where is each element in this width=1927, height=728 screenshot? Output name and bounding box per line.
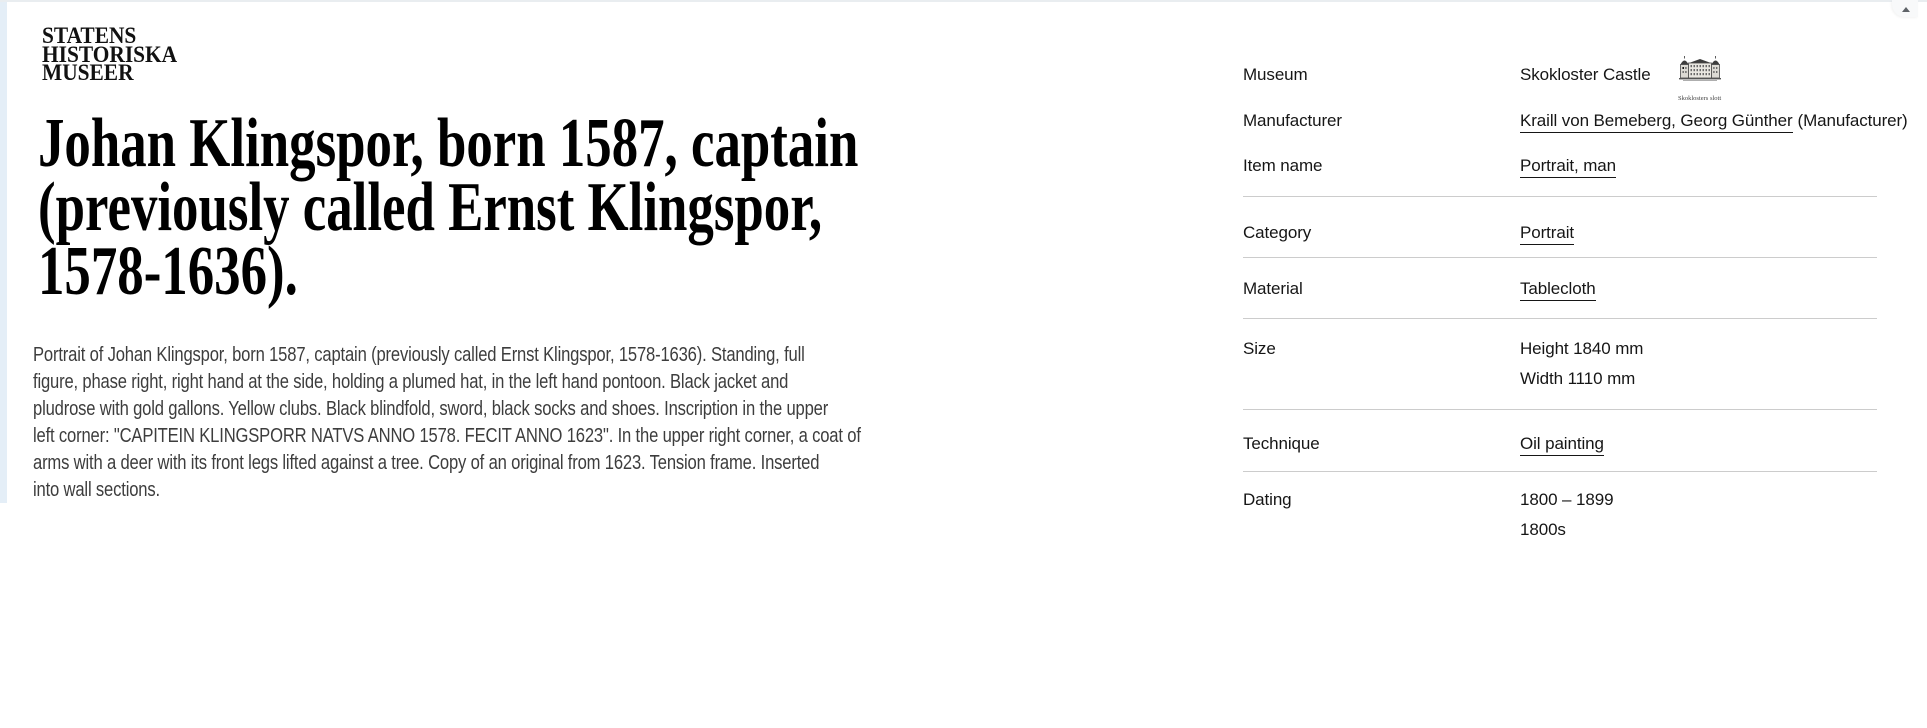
value-suffix-manufacturer: (Manufacturer): [1797, 111, 1908, 130]
value-museum: Skokloster Castle: [1520, 65, 1651, 84]
detail-value-category: [1520, 222, 1877, 244]
detail-row-category: [1243, 197, 1877, 258]
detail-value-line: 1800s: [1520, 520, 1566, 539]
detail-label-item-name: Item name: [1243, 156, 1323, 175]
item-description-line: arms with a deer with its front legs lifted against a tree. Copy of an original from 1623. Tension frame. Inserted: [33, 452, 820, 474]
item-description-line: into wall sections.: [33, 479, 160, 501]
brand-logo-line: MUSEER: [42, 60, 134, 85]
details-table: [1243, 52, 1908, 541]
detail-value-line: Width 1110 mm: [1520, 369, 1636, 388]
detail-label-manufacturer: Manufacturer: [1243, 111, 1342, 130]
detail-label-technique: Technique: [1243, 434, 1320, 453]
page-title: [38, 105, 859, 310]
detail-row-technique: [1243, 410, 1877, 472]
arrow-up-icon: [1902, 7, 1910, 12]
detail-row-material: [1243, 258, 1877, 319]
link-category[interactable]: Portrait: [1520, 223, 1574, 245]
item-description: [33, 342, 861, 504]
detail-value-material: [1520, 278, 1877, 300]
brand-logo-line: STATENS: [42, 23, 137, 48]
item-description-line: figure, phase right, right hand at the side, holding a plumed hat, in the left hand pontoon. Black jacket and: [33, 371, 789, 393]
castle-logo-caption: Skoklosters slott: [1677, 95, 1722, 102]
scroll-up-button[interactable]: [1892, 0, 1918, 17]
link-manufacturer[interactable]: Kraill von Bemeberg, Georg Günther: [1520, 111, 1793, 133]
item-description-line: left corner: "CAPITEIN KLINGSPORR NATVS ANNO 1578. FECIT ANNO 1623". In the upper right corner, a coat of: [33, 425, 861, 447]
detail-label-material: Material: [1243, 279, 1303, 298]
detail-row-item-name: [1243, 155, 1877, 197]
detail-value-dating: [1520, 489, 1877, 541]
detail-value-size: [1520, 338, 1877, 390]
detail-value-manufacturer: [1520, 110, 1908, 132]
detail-label-category: Category: [1243, 223, 1312, 242]
detail-value-technique: [1520, 433, 1877, 455]
detail-label-museum: Museum: [1243, 65, 1308, 84]
item-description-line: pludrose with gold gallons. Yellow clubs. Black blindfold, sword, black socks and shoes. Inscription in the upper: [33, 398, 829, 420]
detail-label-dating: Dating: [1243, 490, 1292, 509]
detail-value-line: 1800 – 1899: [1520, 490, 1614, 509]
page-title-line: (previously called Ernst Klingspor,: [38, 169, 823, 246]
link-item-name[interactable]: Portrait, man: [1520, 156, 1616, 178]
detail-value-museum: [1520, 64, 1877, 106]
detail-row-manufacturer: [1243, 110, 1908, 155]
detail-row-size: [1243, 319, 1877, 410]
castle-icon: [1678, 56, 1722, 84]
detail-row-museum: [1243, 52, 1877, 110]
left-panel-edge: [0, 2, 7, 503]
top-border: [0, 0, 1927, 2]
detail-row-dating: [1243, 472, 1877, 541]
detail-label-size: Size: [1243, 339, 1276, 358]
link-technique[interactable]: Oil painting: [1520, 434, 1604, 456]
item-description-line: Portrait of Johan Klingspor, born 1587, captain (previously called Ernst Klingspor, 1578-1636). Standing, full: [33, 344, 805, 366]
detail-value-item-name: [1520, 155, 1877, 177]
brand-logo[interactable]: [42, 23, 178, 85]
page-title-line: Johan Klingspor, born 1587, captain: [38, 105, 859, 182]
link-material[interactable]: Tablecloth: [1520, 279, 1596, 301]
brand-logo-line: HISTORISKA: [42, 41, 178, 67]
page-title-line: 1578-1636).: [38, 233, 298, 310]
detail-value-line: Height 1840 mm: [1520, 339, 1644, 358]
skokloster-castle-logo[interactable]: [1675, 56, 1725, 106]
